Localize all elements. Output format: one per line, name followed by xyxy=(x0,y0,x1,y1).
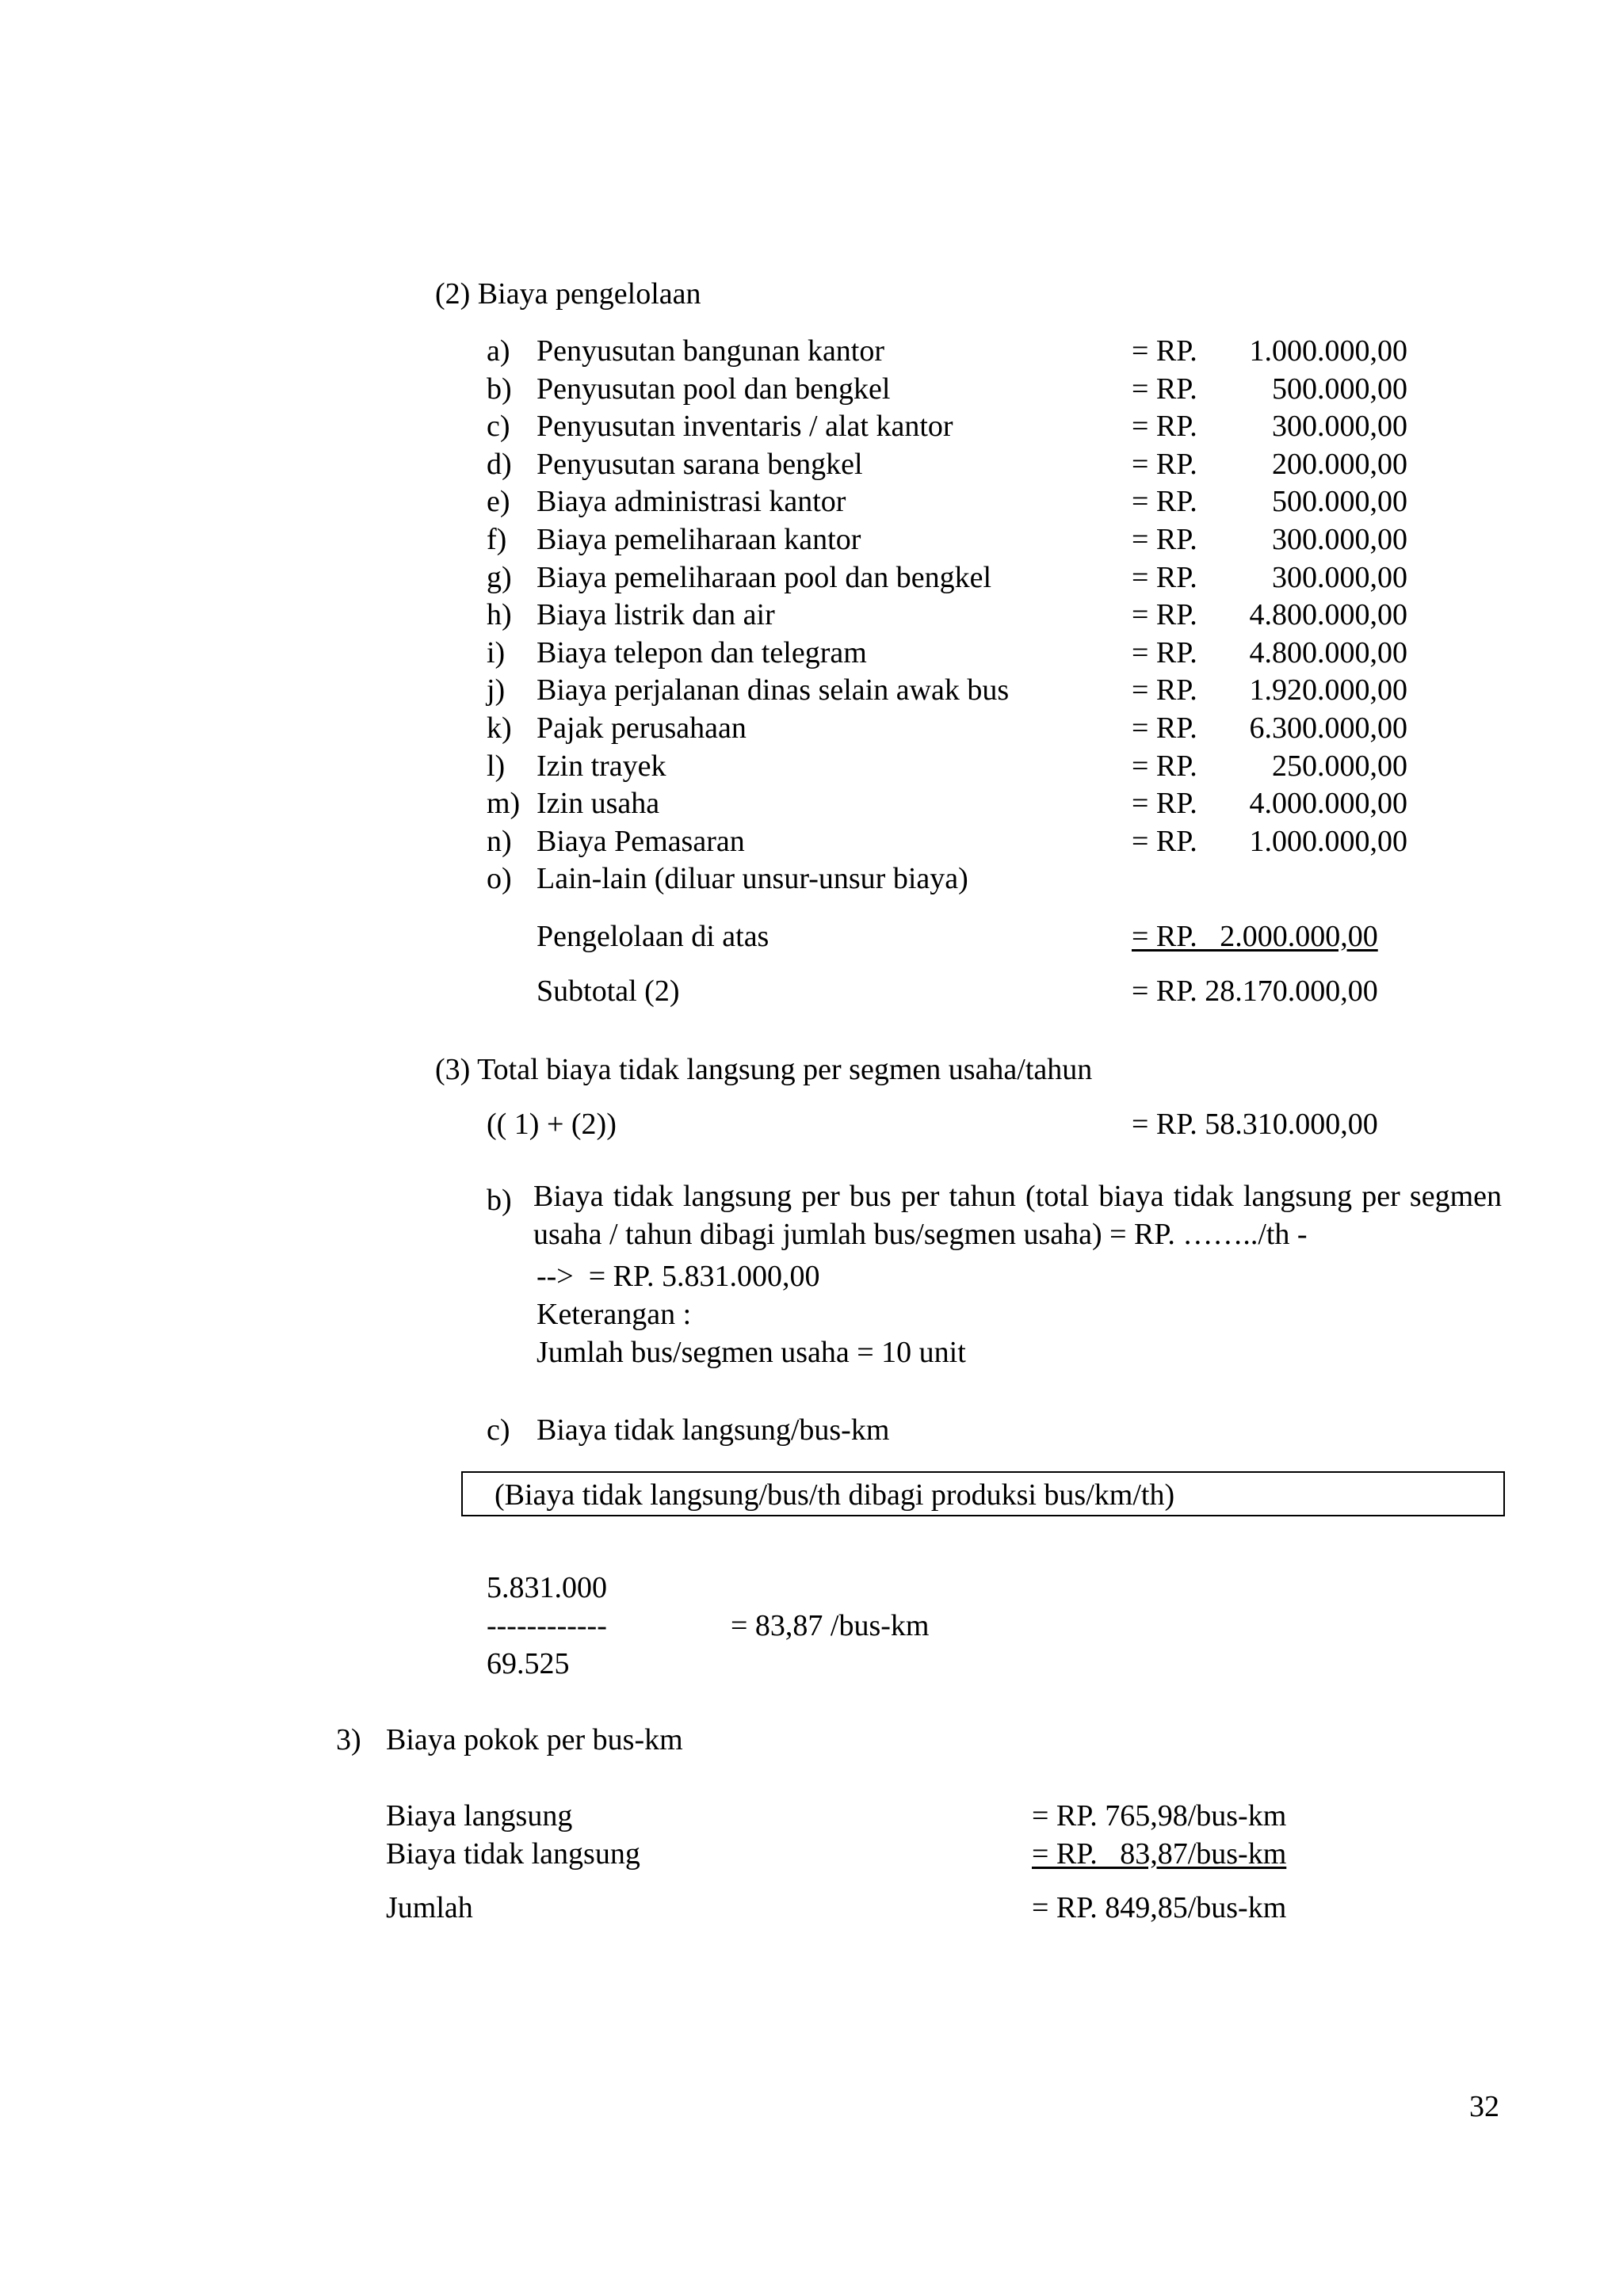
fraction-bar: ------------ xyxy=(487,1609,607,1642)
cost-item-text: Izin trayek xyxy=(537,749,666,783)
pokok-heading-number: 3) xyxy=(336,1723,361,1756)
cost-item-amount: 200.000,00 xyxy=(1272,448,1407,481)
fraction-result: = 83,87 /bus-km xyxy=(731,1609,930,1642)
cost-item-text: Biaya pemeliharaan kantor xyxy=(537,523,861,556)
cost-item-equals: = RP. xyxy=(1132,485,1197,518)
cost-item-text: Penyusutan bangunan kantor xyxy=(537,334,885,368)
cost-item-equals: = RP. xyxy=(1132,825,1197,858)
cost-item-label: a) xyxy=(487,334,510,368)
cost-item-label: g) xyxy=(487,561,512,594)
cost-item-equals: = RP. xyxy=(1132,787,1197,820)
cost-item-text: Biaya perjalanan dinas selain awak bus xyxy=(537,673,1010,707)
pokok-row-value: = RP. 83,87/bus-km xyxy=(1032,1837,1287,1871)
cost-item-label: l) xyxy=(487,749,506,783)
cost-item-equals: = RP. xyxy=(1132,523,1197,556)
cost-item-label: n) xyxy=(487,825,512,858)
pokok-total-value: = RP. 849,85/bus-km xyxy=(1032,1891,1287,1924)
item-b-jumlah-bus: Jumlah bus/segmen usaha = 10 unit xyxy=(537,1336,966,1369)
section-3-heading: (3) Total biaya tidak langsung per segmen usaha/tahun xyxy=(435,1053,1093,1086)
item-b-line3: --> = RP. 5.831.000,00 xyxy=(537,1260,820,1293)
cost-item-amount: 250.000,00 xyxy=(1272,749,1407,783)
item-c-text: Biaya tidak langsung/bus-km xyxy=(537,1413,890,1447)
pokok-heading: Biaya pokok per bus-km xyxy=(386,1723,683,1756)
section-2-heading: (2) Biaya pengelolaan xyxy=(435,277,701,311)
cost-item-equals: = RP. xyxy=(1132,598,1197,631)
cost-item-label: i) xyxy=(487,636,506,669)
section-3-formula-value: = RP. 58.310.000,00 xyxy=(1132,1108,1378,1141)
cost-item-equals: = RP. xyxy=(1132,410,1197,443)
pokok-total-label: Jumlah xyxy=(386,1891,473,1924)
cost-item-equals: = RP. xyxy=(1132,636,1197,669)
cost-item-text: Penyusutan pool dan bengkel xyxy=(537,372,891,406)
cost-item-equals: = RP. xyxy=(1132,334,1197,368)
cost-item-text: Biaya Pemasaran xyxy=(537,825,745,858)
fraction-denominator: 69.525 xyxy=(487,1647,570,1680)
cost-item-text: Lain-lain (diluar unsur-unsur biaya) xyxy=(537,862,968,895)
cost-item-text: Pajak perusahaan xyxy=(537,711,747,745)
cost-item-label: b) xyxy=(487,372,512,406)
pokok-row-label: Biaya tidak langsung xyxy=(386,1837,640,1871)
cost-item-label: h) xyxy=(487,598,512,631)
cost-item-equals: = RP. xyxy=(1132,749,1197,783)
cost-item-amount: 1.920.000,00 xyxy=(1249,673,1407,707)
cost-item-amount: 500.000,00 xyxy=(1272,372,1407,406)
cost-item-amount: 4.800.000,00 xyxy=(1249,598,1407,631)
cost-item-amount: 300.000,00 xyxy=(1272,561,1407,594)
cost-item-text: Biaya telepon dan telegram xyxy=(537,636,867,669)
subtotal-label: Subtotal (2) xyxy=(537,974,680,1008)
cost-item-text: Izin usaha xyxy=(537,787,660,820)
cost-item-text: Penyusutan inventaris / alat kantor xyxy=(537,410,953,443)
cost-item-amount: 300.000,00 xyxy=(1272,410,1407,443)
cost-item-equals: = RP. xyxy=(1132,711,1197,745)
cost-item-label: o) xyxy=(487,862,512,895)
other-line-label: Pengelolaan di atas xyxy=(537,920,769,953)
cost-item-text: Biaya listrik dan air xyxy=(537,598,775,631)
cost-item-label: c) xyxy=(487,410,510,443)
cost-item-label: m) xyxy=(487,787,521,820)
cost-item-label: k) xyxy=(487,711,512,745)
formula-box-text: (Biaya tidak langsung/bus/th dibagi produksi bus/km/th) xyxy=(495,1478,1175,1512)
fraction-numerator: 5.831.000 xyxy=(487,1571,607,1604)
item-b-label: b) xyxy=(487,1184,512,1217)
cost-item-amount: 1.000.000,00 xyxy=(1249,825,1407,858)
cost-item-amount: 4.000.000,00 xyxy=(1249,787,1407,820)
cost-item-label: j) xyxy=(487,673,506,707)
pokok-row-label: Biaya langsung xyxy=(386,1799,573,1833)
cost-item-amount: 6.300.000,00 xyxy=(1249,711,1407,745)
item-b-keterangan: Keterangan : xyxy=(537,1298,692,1331)
cost-item-equals: = RP. xyxy=(1132,673,1197,707)
cost-item-amount: 1.000.000,00 xyxy=(1249,334,1407,368)
item-b-paragraph: Biaya tidak langsung per bus per tahun (total biaya tidak langsung per segmen usaha / tahun dibagi jumlah bus/segmen usaha) = RP. ……../th - xyxy=(533,1180,1502,1251)
subtotal-value: = RP. 28.170.000,00 xyxy=(1132,974,1378,1008)
pokok-row-value: = RP. 765,98/bus-km xyxy=(1032,1799,1287,1833)
cost-item-text: Biaya administrasi kantor xyxy=(537,485,846,518)
cost-item-equals: = RP. xyxy=(1132,448,1197,481)
cost-item-amount: 500.000,00 xyxy=(1272,485,1407,518)
cost-item-label: f) xyxy=(487,523,507,556)
page-number: 32 xyxy=(1469,2090,1499,2123)
cost-item-equals: = RP. xyxy=(1132,561,1197,594)
section-3-formula: (( 1) + (2)) xyxy=(487,1108,617,1141)
cost-item-equals: = RP. xyxy=(1132,372,1197,406)
cost-item-text: Biaya pemeliharaan pool dan bengkel xyxy=(537,561,992,594)
item-c-label: c) xyxy=(487,1413,510,1447)
cost-item-label: d) xyxy=(487,448,512,481)
cost-item-label: e) xyxy=(487,485,510,518)
other-line-value: = RP. 2.000.000,00 xyxy=(1132,920,1378,953)
cost-item-text: Penyusutan sarana bengkel xyxy=(537,448,863,481)
cost-item-amount: 300.000,00 xyxy=(1272,523,1407,556)
cost-item-amount: 4.800.000,00 xyxy=(1249,636,1407,669)
